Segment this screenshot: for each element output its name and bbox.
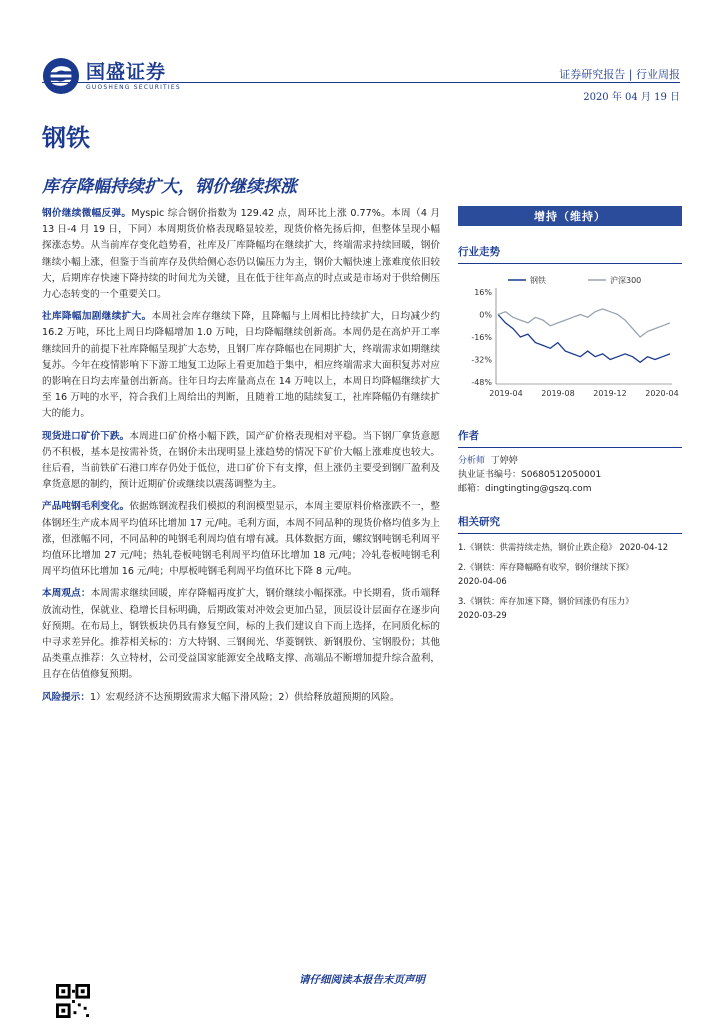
logo-english-name: GUOSHENG SECURITIES: [86, 83, 181, 91]
related-title: 1.《钢铁：供需持续走热，钢价止跌企稳》: [458, 542, 617, 552]
paragraph-risk: [42, 690, 440, 706]
y-tick-label: -16%: [471, 333, 492, 342]
related-item[interactable]: [458, 594, 682, 622]
trend-chart-svg: [458, 270, 682, 410]
report-headline: 库存降幅持续扩大，钢价继续探涨: [42, 177, 297, 197]
paragraph-lead: 本周观点：: [42, 588, 91, 600]
paragraph-lead: 产品吨钢毛利变化。: [42, 501, 130, 513]
paragraph-text: 1）宏观经济不达预期致需求大幅下滑风险；2）供给释放超预期的风险。: [89, 691, 400, 703]
analyst-name: 丁婷婷: [490, 456, 518, 466]
y-tick-label: -48%: [471, 378, 492, 387]
related-heading: 相关研究: [458, 514, 682, 534]
license-label: 执业证书编号：: [458, 470, 522, 480]
related-title: 2.《钢铁：库存降幅略有收窄，钢价继续下探》: [458, 562, 634, 572]
trend-chart: [458, 270, 682, 410]
paragraph-text: Myspic 综合钢价指数为 129.42 点，周环比上涨 0.77%。本周（4 月 13 日-4 月 19 日，下同）本周期货价格表现略显较差，现货价格先扬后抑，但整体呈现小幅探涨态势。从当前库存变化趋势看，社库及厂库降幅均在继续扩大，终端需求持续回暖，钢价继续小幅上涨，但鉴于当前库存及供给侧心态仍以偏压力为主，钢价大幅快速上涨难度依旧较大，后期库存快速下降持续的时间尤为关键，且在低于往年高点的时点或是市场对于供给侧压力心态转变的一个重要关口。: [42, 208, 440, 301]
email-label: 邮箱：: [458, 484, 486, 494]
paragraph-view: [42, 586, 440, 683]
paragraph-text: 本周进口矿价格小幅下跌，国产矿价格表现相对平稳。当下钢厂拿货意愿仍不积极，基本是按需补货，在钢价未出现明显上涨趋势的情况下矿价大幅上涨难度也较大。往后看，当前铁矿石港口库存仍处于低位，进口矿价下有支撑，但上涨仍主要受到钢厂盈利及拿货意愿的制约，预计近期矿价或继续以震荡调整为主。: [42, 430, 441, 491]
related-item[interactable]: [458, 560, 682, 588]
related-date: 2020-04-12: [619, 542, 669, 552]
legend-label: 沪深300: [610, 276, 642, 285]
paragraph-ore: [42, 429, 440, 494]
logo-name: 国盛证券: [86, 60, 167, 83]
paragraph-text: 依据炼钢流程我们模拟的利润模型显示，本周主要原料价格涨跌不一，整体钢坯生产成本周平均值环比增加 17 元/吨。毛利方面，本周不同品种的现货价格均值多为上涨，但涨幅不同，不同品种的吨钢毛利周均值有增有减。具体数据方面，螺纹钢吨钢毛利周平均值环比增加 27 元/吨；热轧卷板吨钢毛利周平均值环比增加 18 元/吨；冷轧卷板吨钢毛利周平均值环比增加 16 元/吨；中厚板吨钢毛利周平均值环比下降 8 元/吨。: [42, 501, 441, 578]
main-content: [42, 206, 440, 712]
qr-code-icon: [56, 984, 90, 1018]
x-tick-label: 2019-04: [489, 389, 523, 398]
x-tick-label: 2020-04: [645, 389, 679, 398]
report-date: 2020 年 04 月 19 日: [583, 92, 680, 103]
trend-heading: 行业走势: [458, 244, 682, 264]
related-title: 3.《钢铁：库存加速下降，钢价回涨仍有压力》: [458, 596, 634, 606]
report-type: 证券研究报告 | 行业周报: [559, 68, 680, 81]
analyst-email[interactable]: dingtingting@gszq.com: [485, 484, 592, 494]
logo-mark-icon: [42, 57, 80, 95]
paragraph-text: 本周社会库存继续下降，且降幅与上周相比持续扩大，日均减少约 16.2 万吨，环比上周日均降幅增加 1.0 万吨，日均降幅继续创新高。本周仍是在高炉开工率继续回升的前提下社库降幅呈现扩大态势，且钢厂库存降幅也在同期扩大，终端需求如期继续复苏。今年在疫情影响下下游工地复工边际上看更加趋于集中，相应终端需求大面积复苏对应的影响在日均去库量创出新高。往年日均去库量高点在 14 万吨以上，本周日均降幅继续扩大至 16 万吨的水平，符合我们上周给出的判断，且随着工地的陆续复工，社库降幅仍有继续扩大的能力。: [42, 311, 441, 420]
y-tick-label: 0%: [479, 310, 492, 320]
y-tick-label: -32%: [471, 355, 492, 365]
related-item[interactable]: [458, 540, 682, 554]
analyst-info: [458, 454, 682, 496]
header-divider: [42, 82, 680, 83]
paragraph-price: [42, 206, 440, 303]
y-tick-label: 16%: [474, 288, 492, 297]
x-tick-label: 2019-08: [541, 389, 575, 398]
x-tick-label: 2019-12: [593, 389, 627, 398]
paragraph-lead: 社库降幅加剧继续扩大。: [42, 311, 152, 323]
paragraph-lead: 钢价继续微幅反弹。: [42, 208, 132, 219]
company-logo: [42, 56, 181, 96]
author-heading: 作者: [458, 428, 682, 448]
footer-disclaimer: 请仔细阅读本报告末页声明: [299, 974, 425, 986]
license-number: S0680512050001: [521, 470, 602, 480]
related-date: 2020-04-06: [458, 576, 507, 586]
paragraph-lead: 风险提示：: [42, 691, 90, 703]
rating-badge: 增持（维持）: [458, 206, 682, 226]
analyst-label: 分析师: [458, 456, 486, 466]
sidebar: [458, 206, 682, 622]
related-date: 2020-03-29: [458, 610, 507, 620]
paragraph-lead: 现货进口矿价下跌。: [42, 430, 130, 442]
paragraph-margin: [42, 499, 440, 580]
legend-label: 钢铁: [530, 276, 546, 285]
series-line: [498, 309, 670, 337]
paragraph-inventory: [42, 309, 440, 422]
paragraph-text: 本周需求继续回暖，库存降幅再度扩大，钢价继续小幅探涨。中长期看，货币端释放流动性，保就业、稳增长目标明确，后期政策对冲效会更加凸显，顶层设计层面存在逐步向好预期。在布局上，钢铁板块仍具有修复空间，标的上我们建议自下而上选择，在同质化标的中寻求差异化。推荐相关标的：方大特钢、三钢闽光、华菱钢铁、新钢股份、宝钢股份；其他品类重点推荐：久立特材，公司受益国家能源安全战略支撑、高端品不断增加提升综合盈利，且存在估值修复预期。: [42, 588, 441, 681]
sector-title: 钢铁: [42, 124, 90, 152]
